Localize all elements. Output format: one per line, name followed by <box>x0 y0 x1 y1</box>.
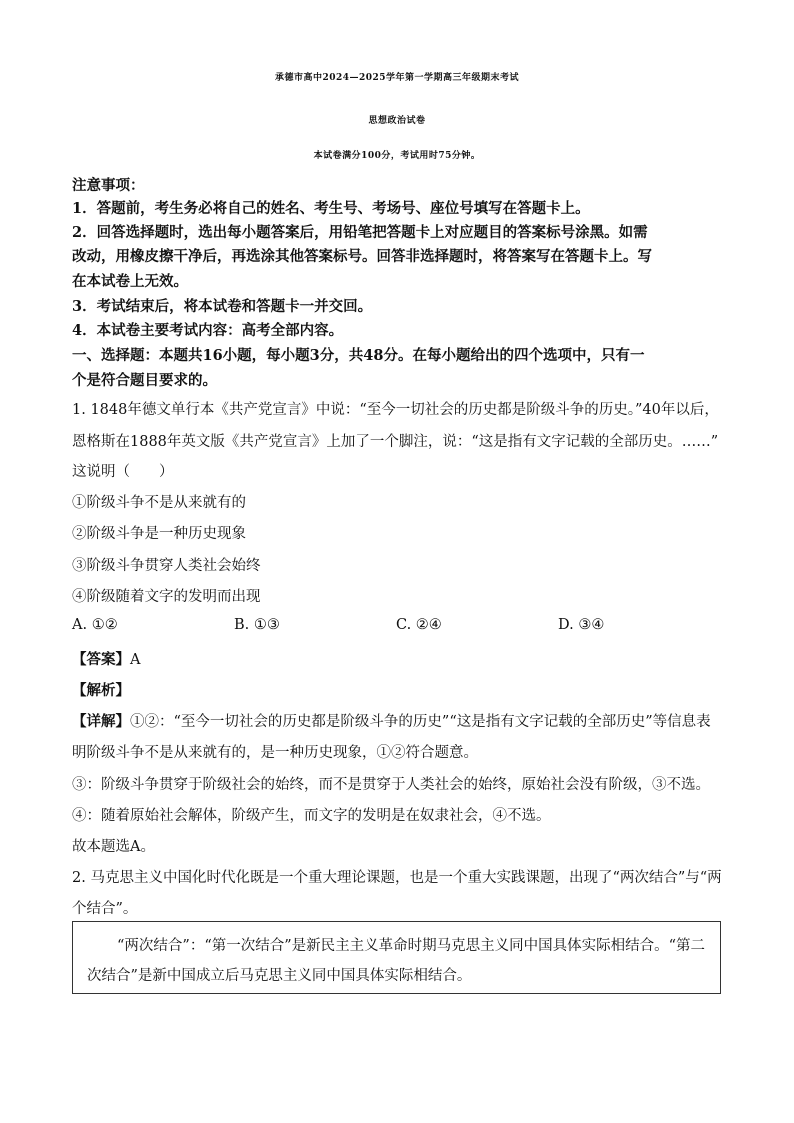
question-2-stem-line-2: 个结合”。 <box>72 901 138 917</box>
material-line-2: 次结合”是新中国成立后马克思主义同中国具体实际相结合。 <box>87 968 472 984</box>
answer-tag: 【答案】 <box>72 651 130 668</box>
detail-tag: 【详解】 <box>72 713 130 730</box>
detail-text-1: ①②：“至今一切社会的历史都是阶级斗争的历史”“这是指有文字记载的全部历史”等信息表 <box>130 714 711 730</box>
detail-line-2: 明阶级斗争不是从来就有的，是一种历史现象，①②符合题意。 <box>72 745 478 761</box>
detail-line-1 <box>72 710 732 731</box>
material-line-1 <box>89 934 705 955</box>
question-2-stem-line-1: 2. 马克思主义中国化时代化既是一个重大理论课题，也是一个重大实践课题，出现了“两次结合”与“两 <box>72 870 722 886</box>
section-heading-line-2: 个是符合题目要求的。 <box>72 372 217 389</box>
question-1-option-d: D. ③④ <box>558 617 605 633</box>
material-text-1: “两次结合”：“第一次结合”是新民主主义革命时期马克思主义同中国具体实际相结合。“第二 <box>117 938 706 954</box>
question-1-option-b: B. ①③ <box>234 617 280 633</box>
detail-line-4: ④：随着原始社会解体，阶级产生，而文字的发明是在奴隶社会，④不选。 <box>72 808 551 824</box>
question-1-statement-3: ③阶级斗争贯穿人类社会始终 <box>72 558 261 574</box>
note-item-2-line-3: 在本试卷上无效。 <box>72 273 188 290</box>
note-item-2-line-2: 改动，用橡皮擦干净后，再选涂其他答案标号。回答非选择题时，将答案写在答题卡上。写 <box>72 248 652 265</box>
question-1-stem-line-3: 这说明（ ） <box>72 464 174 480</box>
note-item-1: 1．答题前，考生务必将自己的姓名、考生号、考场号、座位号填写在答题卡上。 <box>72 200 590 217</box>
question-1-option-c: C. ②④ <box>396 617 442 633</box>
detail-line-3: ③：阶级斗争贯穿于阶级社会的始终，而不是贯穿于人类社会的始终，原始社会没有阶级，③不选。 <box>72 777 710 793</box>
question-1-statement-2: ②阶级斗争是一种历史现象 <box>72 526 246 542</box>
analysis-tag: 【解析】 <box>72 682 130 699</box>
material-box <box>72 921 721 994</box>
question-1-stem-line-1: 1. 1848年德文单行本《共产党宣言》中说：“至今一切社会的历史都是阶级斗争的历史。”40年以后， <box>72 402 719 418</box>
conclusion-line: 故本题选A。 <box>72 839 155 855</box>
exam-title: 承德市高中2024—2025学年第一学期高三年级期末考试 <box>274 73 520 83</box>
exam-subject: 思想政治试卷 <box>368 116 426 126</box>
question-1-option-a: A. ①② <box>72 617 118 633</box>
note-item-2-line-1: 2．回答选择题时，选出每小题答案后，用铅笔把答题卡上对应题目的答案标号涂黑。如需 <box>72 224 648 241</box>
question-1-statement-1: ①阶级斗争不是从来就有的 <box>72 495 246 511</box>
note-item-4: 4．本试卷主要考试内容：高考全部内容。 <box>72 322 344 339</box>
answer-value: A <box>130 652 141 668</box>
answer-line <box>72 648 732 669</box>
question-1-stem-line-2: 恩格斯在1888年英文版《共产党宣言》上加了一个脚注，说：“这是指有文字记载的全部历史。……” <box>72 434 719 450</box>
note-item-3: 3．考试结束后，将本试卷和答题卡一并交回。 <box>72 298 373 315</box>
notes-heading: 注意事项： <box>72 177 145 194</box>
question-1-statement-4: ④阶级随着文字的发明而出现 <box>72 589 261 605</box>
exam-info: 本试卷满分100分，考试用时75分钟。 <box>313 151 481 161</box>
section-heading-line-1: 一、选择题：本题共16小题，每小题3分，共48分。在每小题给出的四个选项中，只有一 <box>72 347 645 364</box>
